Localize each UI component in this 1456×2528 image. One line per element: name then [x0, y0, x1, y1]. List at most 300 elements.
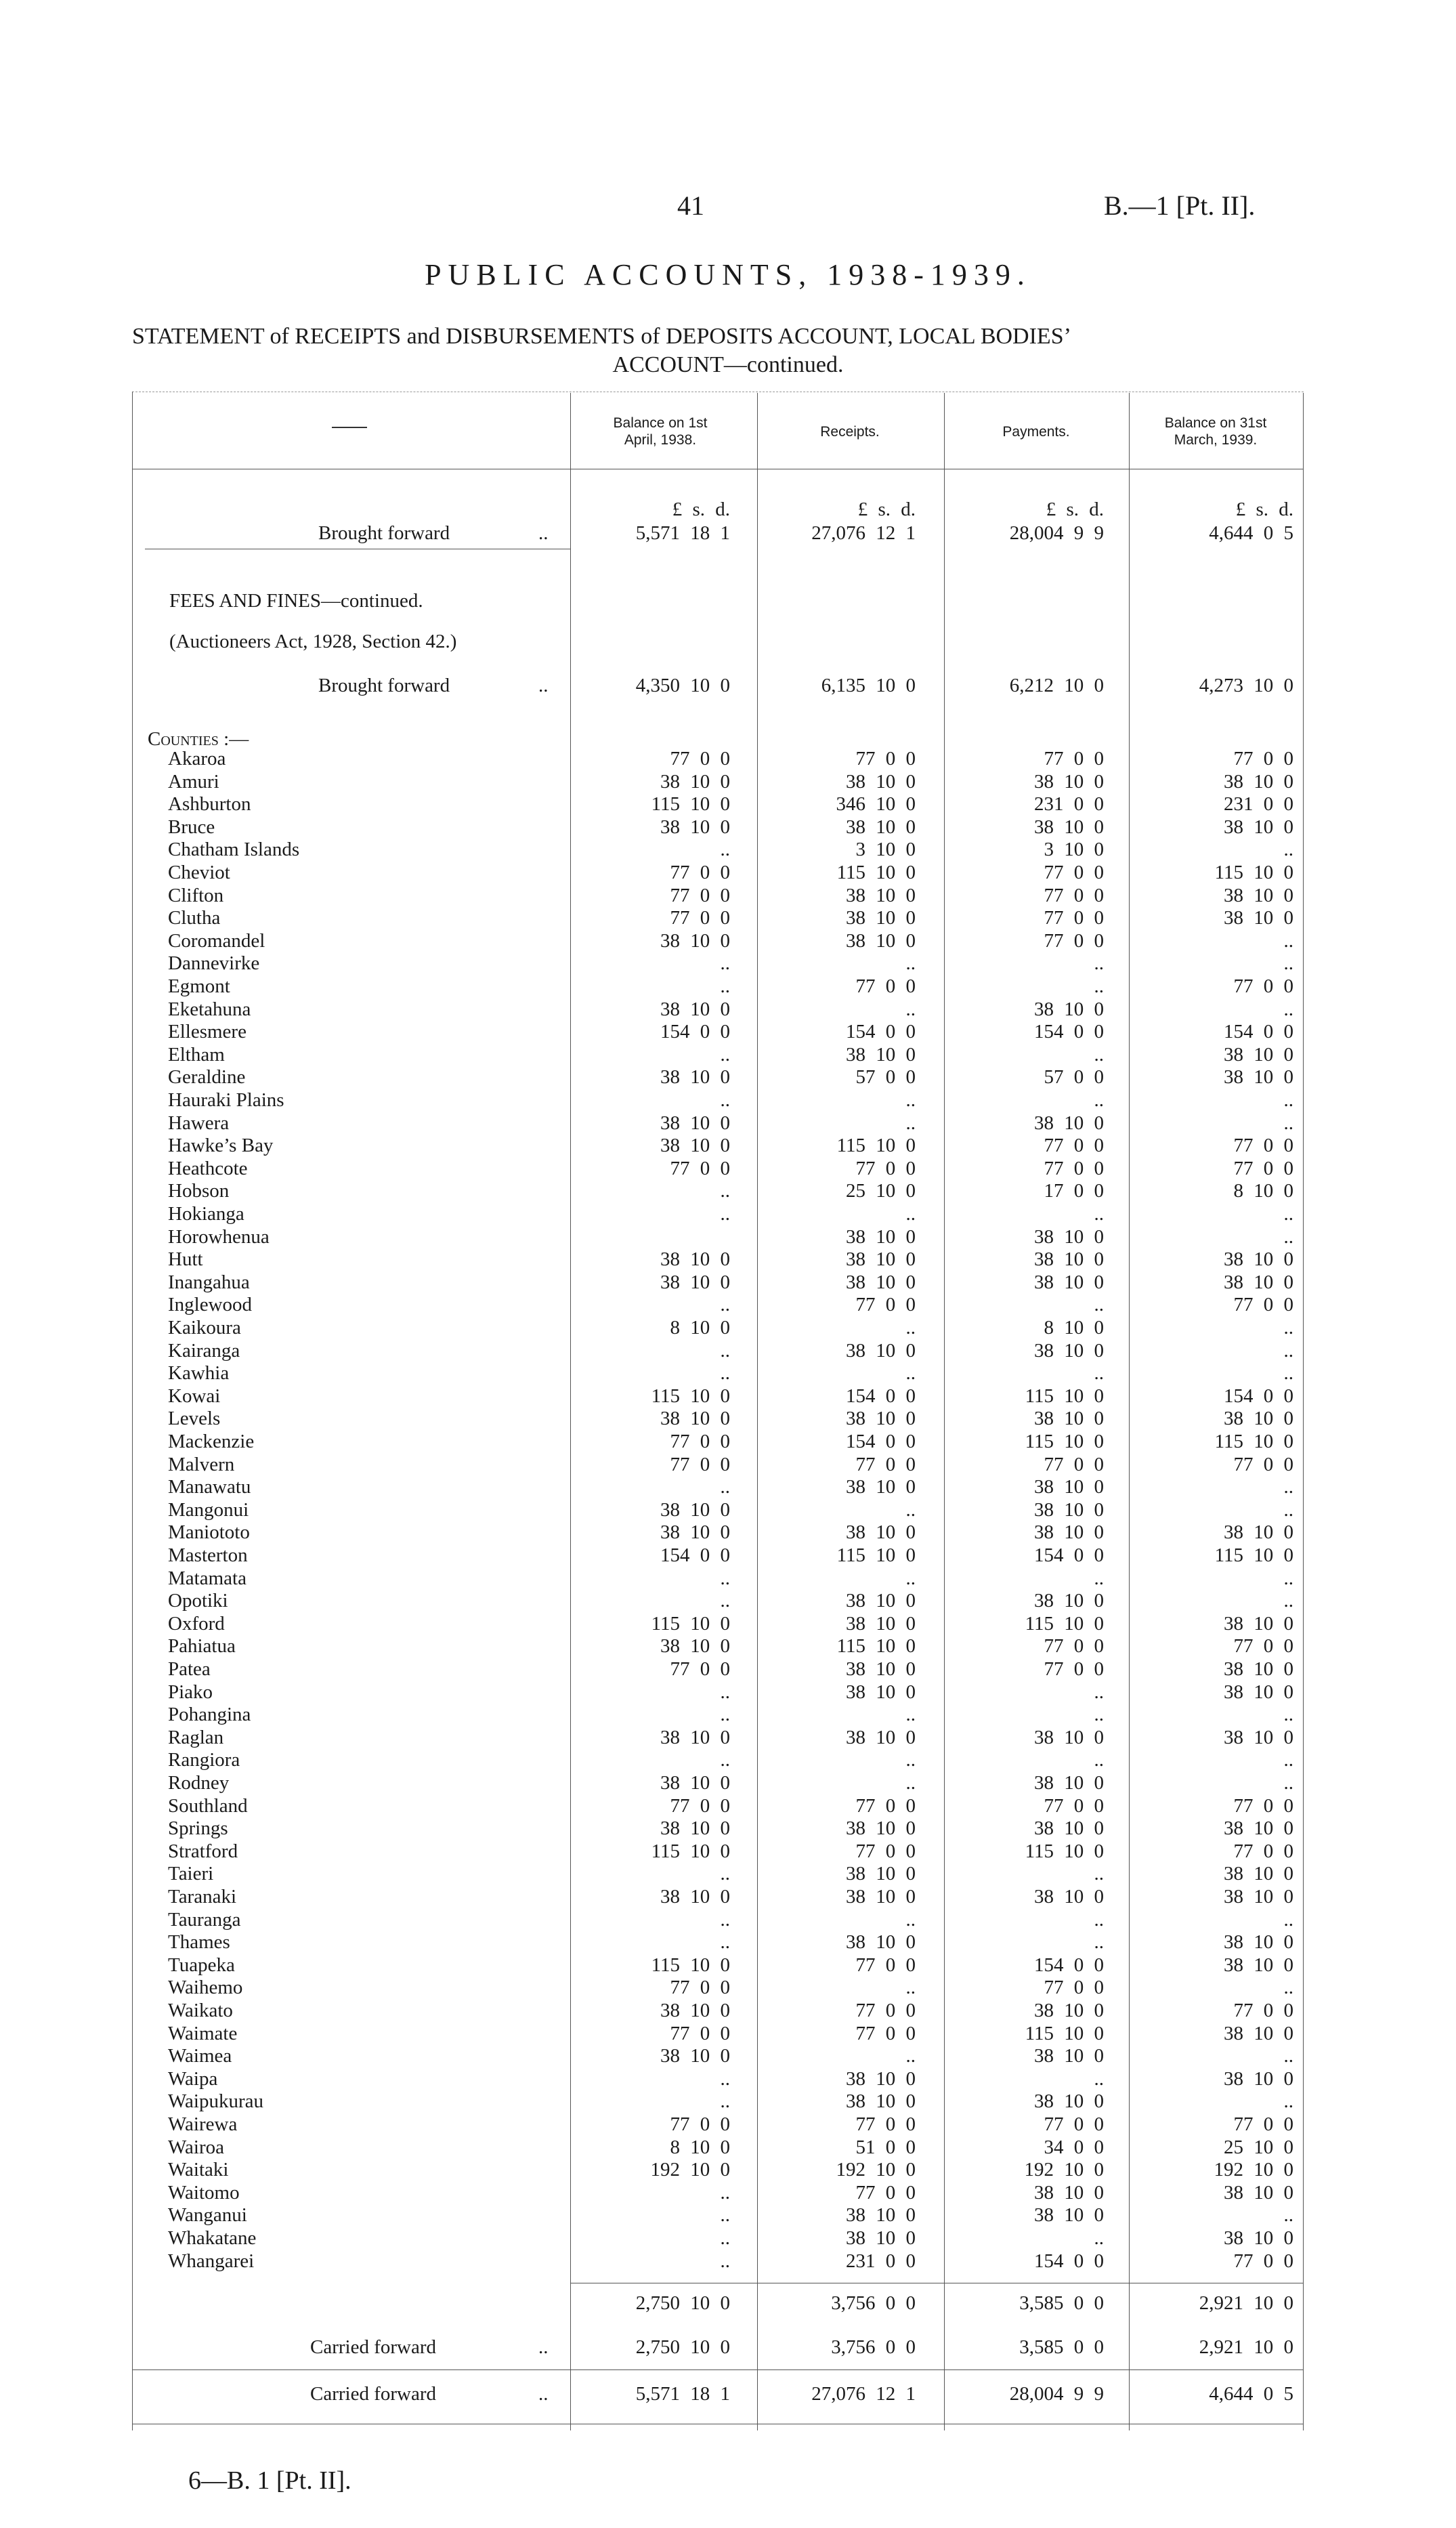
- amount-cell: 38 10 0: [660, 1135, 730, 1156]
- amount-cell: 77 0 0: [1233, 1454, 1293, 1475]
- amount-cell: 154 0 0: [1034, 1954, 1104, 1976]
- amount-cell: 77 0 0: [855, 1294, 916, 1315]
- county-row: [0, 2250, 1456, 2273]
- county-row: [0, 1999, 1456, 2022]
- amount-cell: ..: [905, 1977, 916, 1998]
- amount-cell: 38 10 0: [1034, 1817, 1104, 1839]
- amount-cell: 77 0 0: [1044, 1977, 1104, 1998]
- county-name: Horowhenua: [168, 1226, 270, 1248]
- county-row: [0, 1771, 1456, 1794]
- amount-cell: ..: [1094, 1044, 1104, 1066]
- county-name: Inglewood: [168, 1294, 253, 1315]
- amount-cell: 38 10 0: [1224, 1248, 1293, 1270]
- amount-cell: ..: [720, 1863, 730, 1884]
- amount-cell: 77 0 0: [670, 1658, 730, 1680]
- county-row: [0, 1840, 1456, 1863]
- county-name: Ellesmere: [168, 1021, 247, 1042]
- amount-cell: ..: [905, 1749, 916, 1771]
- amount-cell: 115 10 0: [651, 793, 730, 815]
- amount-cell: 77 0 0: [670, 1158, 730, 1179]
- amount-cell: 115 10 0: [651, 1385, 730, 1407]
- amount-cell: 77 0 0: [855, 2182, 916, 2204]
- amount-cell: 38 10 0: [846, 1248, 916, 1270]
- amount-cell: ..: [1283, 1317, 1293, 1339]
- amount-cell: 154 0 0: [846, 1431, 916, 1452]
- amount-cell: 38 10 0: [846, 1476, 916, 1498]
- amount-cell: 8 10 0: [670, 2136, 730, 2158]
- county-name: Springs: [168, 1817, 228, 1839]
- amount-cell: 77 0 0: [670, 748, 730, 770]
- amount-cell: 38 10 0: [1034, 816, 1104, 838]
- amount-cell: 38 10 0: [660, 1727, 730, 1748]
- amount-cell: 192 10 0: [1214, 2159, 1293, 2181]
- amount-cell: 38 10 0: [660, 1499, 730, 1521]
- amount-cell: 38 10 0: [1224, 1271, 1293, 1293]
- amount-cell: 38 10 0: [1224, 1044, 1293, 1066]
- amount-cell: ..: [1283, 1772, 1293, 1794]
- amount-cell: 38 10 0: [846, 1863, 916, 1884]
- amount-cell: ..: [905, 1909, 916, 1931]
- county-name: Clutha: [168, 907, 221, 929]
- amount-cell: 2,921 10 0: [1199, 2292, 1293, 2314]
- amount-cell: 57 0 0: [855, 1066, 916, 1088]
- amount-cell: 38 10 0: [1034, 1408, 1104, 1429]
- brought-forward-label: Brought forward: [318, 675, 450, 696]
- currency-header-row: [0, 498, 1456, 521]
- amount-cell: 38 10 0: [660, 2045, 730, 2067]
- county-name: Masterton: [168, 1544, 248, 1566]
- amount-cell: 38 10 0: [1224, 1817, 1293, 1839]
- county-row: [0, 1293, 1456, 1316]
- amount-cell: 38 10 0: [846, 1931, 916, 1953]
- county-name: Kowai: [168, 1385, 221, 1407]
- amount-cell: 77 0 0: [855, 2113, 916, 2135]
- county-row: [0, 793, 1456, 816]
- county-name: Hawera: [168, 1112, 230, 1134]
- amount-cell: 154 0 0: [1034, 1544, 1104, 1566]
- amount-cell: 3,756 0 0: [831, 2292, 916, 2314]
- amount-cell: 38 10 0: [846, 2227, 916, 2249]
- amount-cell: 3 10 0: [1044, 839, 1104, 860]
- amount-cell: 38 10 0: [1224, 1954, 1293, 1976]
- amount-cell: 77 0 0: [670, 2023, 730, 2044]
- amount-cell: ..: [1283, 998, 1293, 1020]
- county-name: Malvern: [168, 1454, 235, 1475]
- county-name: Kawhia: [168, 1362, 230, 1384]
- amount-cell: ..: [905, 2045, 916, 2067]
- county-row: [0, 2067, 1456, 2090]
- amount-cell: ..: [905, 1112, 916, 1134]
- county-name: Waitaki: [168, 2159, 229, 2181]
- county-row: [0, 1179, 1456, 1202]
- amount-cell: 2,750 10 0: [635, 2336, 730, 2358]
- amount-cell: ..: [1094, 1749, 1104, 1771]
- amount-cell: 77 0 0: [670, 885, 730, 906]
- column-header-receipts: Receipts.: [820, 424, 880, 440]
- county-row: [0, 1407, 1456, 1430]
- amount-cell: 115 10 0: [1214, 1544, 1293, 1566]
- amount-cell: 38 10 0: [660, 1408, 730, 1429]
- amount-cell: 154 0 0: [846, 1385, 916, 1407]
- county-name: Kaikoura: [168, 1317, 241, 1339]
- county-name: Rangiora: [168, 1749, 240, 1771]
- county-row: [0, 2136, 1456, 2159]
- amount-cell: 38 10 0: [846, 1226, 916, 1248]
- amount-cell: ..: [1283, 1749, 1293, 1771]
- amount-cell: 38 10 0: [660, 998, 730, 1020]
- amount-cell: ..: [1283, 1089, 1293, 1111]
- amount-cell: 38 10 0: [1034, 2045, 1104, 2067]
- county-row: [0, 906, 1456, 929]
- amount-cell: 38 10 0: [660, 1817, 730, 1839]
- amount-cell: 77 0 0: [670, 1431, 730, 1452]
- amount-cell: 77 0 0: [855, 2000, 916, 2021]
- amount-cell: ..: [905, 998, 916, 1020]
- amount-cell: 2,750 10 0: [635, 2292, 730, 2314]
- county-row: [0, 1385, 1456, 1408]
- amount-cell: ..: [1094, 1362, 1104, 1384]
- county-row: [0, 1089, 1456, 1112]
- column-header-payments: Payments.: [1002, 424, 1070, 440]
- amount-cell: 2,921 10 0: [1199, 2336, 1293, 2358]
- county-row: [0, 2113, 1456, 2136]
- amount-cell: 77 0 0: [855, 748, 916, 770]
- column-header-balance-march: Balance on 31st March, 1939.: [1164, 415, 1267, 448]
- amount-cell: 115 10 0: [1214, 1431, 1293, 1452]
- amount-cell: 38 10 0: [660, 2000, 730, 2021]
- amount-cell: 77 0 0: [1044, 930, 1104, 952]
- amount-cell: 38 10 0: [660, 816, 730, 838]
- county-name: Maniototo: [168, 1521, 250, 1543]
- county-name: Wairoa: [168, 2136, 225, 2158]
- amount-cell: 38 10 0: [1224, 2227, 1293, 2249]
- amount-cell: 57 0 0: [1044, 1066, 1104, 1088]
- county-name: Waimate: [168, 2023, 238, 2044]
- county-row: [0, 1567, 1456, 1590]
- amount-cell: ..: [720, 1704, 730, 1725]
- county-name: Wairewa: [168, 2113, 238, 2135]
- county-name: Waipukurau: [168, 2090, 264, 2112]
- amount-cell: ..: [1094, 2068, 1104, 2090]
- amount-cell: ..: [1094, 975, 1104, 997]
- county-name: Inangahua: [168, 1271, 250, 1293]
- amount-cell: 154 0 0: [660, 1021, 730, 1042]
- amount-cell: ..: [1283, 2204, 1293, 2226]
- amount-cell: ..: [720, 2227, 730, 2249]
- amount-cell: 38 10 0: [1034, 1226, 1104, 1248]
- county-row: [0, 929, 1456, 952]
- amount-cell: ..: [720, 1681, 730, 1703]
- amount-cell: 38 10 0: [846, 1408, 916, 1429]
- amount-cell: ..: [1094, 1909, 1104, 1931]
- section-title: FEES AND FINES—continued.: [169, 590, 423, 612]
- county-row: [0, 1794, 1456, 1817]
- amount-cell: 154 0 0: [1034, 1021, 1104, 1042]
- amount-cell: 38 10 0: [1034, 1112, 1104, 1134]
- section-act-row: [0, 630, 1456, 653]
- amount-cell: ..: [1283, 1226, 1293, 1248]
- amount-cell: ..: [720, 1089, 730, 1111]
- amount-cell: 154 0 0: [846, 1021, 916, 1042]
- county-row: [0, 1544, 1456, 1567]
- leader-dots: ..: [538, 675, 549, 696]
- county-row: [0, 1453, 1456, 1476]
- amount-cell: 38 10 0: [660, 930, 730, 952]
- amount-cell: 38 10 0: [1224, 885, 1293, 906]
- county-name: Pahiatua: [168, 1635, 236, 1657]
- amount-cell: 115 10 0: [1025, 2023, 1104, 2044]
- county-name: Waitomo: [168, 2182, 240, 2204]
- amount-cell: ..: [720, 1340, 730, 1362]
- county-name: Oxford: [168, 1613, 225, 1635]
- amount-cell: ..: [905, 1772, 916, 1794]
- county-row: [0, 1112, 1456, 1135]
- amount-cell: 3,585 0 0: [1019, 2336, 1104, 2358]
- amount-cell: 38 10 0: [1224, 816, 1293, 838]
- county-row: [0, 1726, 1456, 1749]
- county-name: Mangonui: [168, 1499, 249, 1521]
- statement-subtitle: ACCOUNT—continued.: [612, 352, 844, 377]
- currency-header: £ s. d.: [857, 499, 916, 520]
- amount-cell: ..: [905, 1089, 916, 1111]
- amount-cell: ..: [720, 975, 730, 997]
- county-row: [0, 1475, 1456, 1498]
- amount-cell: ..: [720, 1567, 730, 1589]
- amount-cell: 38 10 0: [1224, 1931, 1293, 1953]
- amount-cell: 8 10 0: [670, 1317, 730, 1339]
- amount-cell: 77 0 0: [855, 1795, 916, 1817]
- amount-cell: 77 0 0: [1233, 1158, 1293, 1179]
- amount-cell: 3,756 0 0: [831, 2336, 916, 2358]
- amount-cell: 115 10 0: [836, 1544, 916, 1566]
- amount-cell: 192 10 0: [836, 2159, 916, 2181]
- amount-cell: 38 10 0: [1034, 1476, 1104, 1498]
- amount-cell: 38 10 0: [1224, 771, 1293, 793]
- amount-cell: 77 0 0: [855, 2023, 916, 2044]
- amount-cell: 115 10 0: [651, 1840, 730, 1862]
- amount-cell: 192 10 0: [650, 2159, 730, 2181]
- amount-cell: 25 10 0: [1224, 2136, 1293, 2158]
- amount-cell: 115 10 0: [1025, 1840, 1104, 1862]
- amount-cell: 25 10 0: [846, 1180, 916, 1202]
- amount-cell: 38 10 0: [660, 1066, 730, 1088]
- amount-cell: 77 0 0: [1044, 1135, 1104, 1156]
- amount-cell: 38 10 0: [846, 1658, 916, 1680]
- county-row: [0, 1043, 1456, 1066]
- counties-label: Counties :—: [148, 728, 249, 750]
- amount-cell: 6,135 10 0: [821, 675, 916, 696]
- county-row: [0, 816, 1456, 839]
- amount-cell: 38 10 0: [846, 1613, 916, 1635]
- amount-cell: 38 10 0: [1224, 2023, 1293, 2044]
- amount-cell: ..: [1283, 1112, 1293, 1134]
- amount-cell: 38 10 0: [1224, 1066, 1293, 1088]
- amount-cell: 38 10 0: [1224, 1863, 1293, 1884]
- county-row: [0, 2227, 1456, 2250]
- amount-cell: 231 0 0: [846, 2250, 916, 2272]
- amount-cell: ..: [1283, 1909, 1293, 1931]
- amount-cell: ..: [1283, 1567, 1293, 1589]
- county-name: Bruce: [168, 816, 215, 838]
- leader-dots: ..: [538, 2383, 549, 2405]
- county-name: Patea: [168, 1658, 211, 1680]
- amount-cell: 38 10 0: [660, 1248, 730, 1270]
- amount-cell: 38 10 0: [846, 2068, 916, 2090]
- amount-cell: 346 10 0: [836, 793, 916, 815]
- amount-cell: 28,004 9 9: [1009, 2383, 1104, 2405]
- county-row: [0, 770, 1456, 793]
- carried-forward-label: Carried forward: [310, 2336, 436, 2358]
- amount-cell: 38 10 0: [1034, 2090, 1104, 2112]
- amount-cell: 5,571 18 1: [635, 2383, 730, 2405]
- amount-cell: 38 10 0: [1034, 1271, 1104, 1293]
- amount-cell: ..: [720, 1749, 730, 1771]
- amount-cell: 38 10 0: [846, 2090, 916, 2112]
- county-name: Chatham Islands: [168, 839, 300, 860]
- amount-cell: 38 10 0: [1034, 1499, 1104, 1521]
- county-name: Clifton: [168, 885, 224, 906]
- amount-cell: ..: [1094, 1294, 1104, 1315]
- amount-cell: 154 0 0: [660, 1544, 730, 1566]
- amount-cell: 4,273 10 0: [1199, 675, 1293, 696]
- amount-cell: 38 10 0: [846, 1727, 916, 1748]
- report-reference: B.—1 [Pt. II].: [1104, 190, 1256, 221]
- county-name: Whangarei: [168, 2250, 255, 2272]
- amount-cell: 8 10 0: [1233, 1180, 1293, 1202]
- amount-cell: 38 10 0: [1034, 771, 1104, 793]
- amount-cell: ..: [1283, 1499, 1293, 1521]
- amount-cell: 38 10 0: [1034, 1340, 1104, 1362]
- amount-cell: ..: [720, 1362, 730, 1384]
- amount-cell: ..: [1283, 1340, 1293, 1362]
- amount-cell: 38 10 0: [660, 1886, 730, 1908]
- amount-cell: 38 10 0: [1034, 2204, 1104, 2226]
- amount-cell: 154 0 0: [1034, 2250, 1104, 2272]
- amount-cell: ..: [720, 1931, 730, 1953]
- county-name: Tauranga: [168, 1909, 241, 1931]
- amount-cell: ..: [905, 1499, 916, 1521]
- county-name: Manawatu: [168, 1476, 251, 1498]
- county-row: [0, 1134, 1456, 1157]
- county-row: [0, 1362, 1456, 1385]
- county-name: Hobson: [168, 1180, 230, 1202]
- amount-cell: 77 0 0: [1044, 1158, 1104, 1179]
- county-name: Hauraki Plains: [168, 1089, 284, 1111]
- amount-cell: 77 0 0: [855, 975, 916, 997]
- amount-cell: ..: [1283, 930, 1293, 952]
- amount-cell: ..: [720, 2182, 730, 2204]
- county-row: [0, 2204, 1456, 2227]
- county-row: [0, 861, 1456, 884]
- footer-reference: 6—B. 1 [Pt. II].: [188, 2466, 351, 2495]
- amount-cell: ..: [1283, 839, 1293, 860]
- county-name: Southland: [168, 1795, 248, 1817]
- county-row: [0, 2090, 1456, 2113]
- county-name: Wanganui: [168, 2204, 247, 2226]
- county-name: Tuapeka: [168, 1954, 235, 1976]
- amount-cell: 77 0 0: [1233, 975, 1293, 997]
- amount-cell: 38 10 0: [846, 2204, 916, 2226]
- amount-cell: 38 10 0: [1034, 1772, 1104, 1794]
- amount-cell: ..: [720, 1180, 730, 1202]
- amount-cell: 77 0 0: [1044, 1795, 1104, 1817]
- amount-cell: 115 10 0: [836, 1135, 916, 1156]
- amount-cell: 4,644 0 5: [1209, 2383, 1293, 2405]
- amount-cell: 77 0 0: [1233, 1840, 1293, 1862]
- amount-cell: 5,571 18 1: [635, 522, 730, 544]
- county-name: Waipa: [168, 2068, 218, 2090]
- county-row: [0, 1339, 1456, 1362]
- county-name: Opotiki: [168, 1590, 228, 1611]
- county-name: Whakatane: [168, 2227, 257, 2249]
- amount-cell: 38 10 0: [846, 1817, 916, 1839]
- county-row: [0, 1862, 1456, 1885]
- amount-cell: 38 10 0: [1034, 1521, 1104, 1543]
- county-name: Taieri: [168, 1863, 214, 1884]
- carried-forward-label: Carried forward: [310, 2383, 436, 2405]
- county-row: [0, 1316, 1456, 1339]
- amount-cell: 38 10 0: [846, 1681, 916, 1703]
- amount-cell: 38 10 0: [846, 1886, 916, 1908]
- amount-cell: ..: [1094, 1863, 1104, 1884]
- county-name: Thames: [168, 1931, 230, 1953]
- amount-cell: ..: [720, 1294, 730, 1315]
- county-row: [0, 2181, 1456, 2204]
- amount-cell: 38 10 0: [660, 1635, 730, 1657]
- county-row: [0, 2158, 1456, 2181]
- amount-cell: 77 0 0: [1044, 1635, 1104, 1657]
- amount-cell: ..: [720, 1909, 730, 1931]
- amount-cell: 38 10 0: [1224, 1658, 1293, 1680]
- county-row: [0, 1157, 1456, 1180]
- county-row: [0, 1498, 1456, 1521]
- county-row: [0, 1976, 1456, 1999]
- amount-cell: ..: [1283, 1476, 1293, 1498]
- amount-cell: ..: [905, 1362, 916, 1384]
- county-row: [0, 1954, 1456, 1977]
- amount-cell: ..: [720, 2090, 730, 2112]
- amount-cell: 154 0 0: [1224, 1385, 1293, 1407]
- amount-cell: 38 10 0: [1034, 1727, 1104, 1748]
- county-row: [0, 1225, 1456, 1248]
- amount-cell: 38 10 0: [1224, 1521, 1293, 1543]
- county-row: [0, 884, 1456, 907]
- county-name: Mackenzie: [168, 1431, 255, 1452]
- amount-cell: ..: [905, 952, 916, 974]
- county-name: Matamata: [168, 1567, 247, 1589]
- amount-cell: 115 10 0: [836, 1635, 916, 1657]
- county-row: [0, 1430, 1456, 1453]
- amount-cell: 77 0 0: [1044, 1658, 1104, 1680]
- county-name: Pohangina: [168, 1704, 251, 1725]
- amount-cell: ..: [1094, 1681, 1104, 1703]
- county-name: Egmont: [168, 975, 230, 997]
- amount-cell: 4,350 10 0: [635, 675, 730, 696]
- amount-cell: 6,212 10 0: [1009, 675, 1104, 696]
- county-row: [0, 747, 1456, 770]
- county-name: Waihemo: [168, 1977, 243, 1998]
- county-row: [0, 952, 1456, 975]
- amount-cell: 38 10 0: [660, 771, 730, 793]
- county-name: Kairanga: [168, 1340, 240, 1362]
- county-name: Coromandel: [168, 930, 265, 952]
- carried-forward-section-row: [0, 2336, 1456, 2359]
- amount-cell: 77 0 0: [855, 1840, 916, 1862]
- amount-cell: 34 0 0: [1044, 2136, 1104, 2158]
- amount-cell: 77 0 0: [670, 1977, 730, 1998]
- county-row: [0, 1612, 1456, 1635]
- amount-cell: 38 10 0: [1034, 2000, 1104, 2021]
